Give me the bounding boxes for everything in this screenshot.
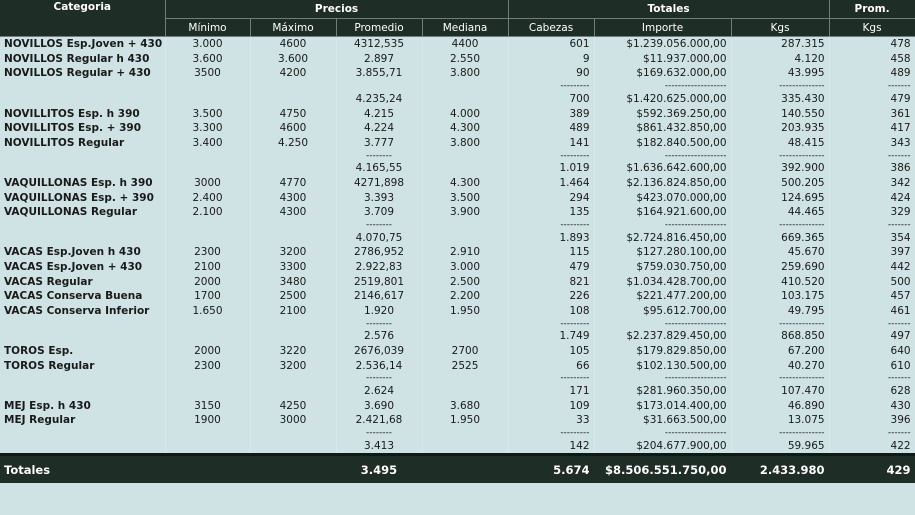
cell-maximo: 2100 bbox=[250, 304, 336, 319]
header-totales: Totales bbox=[508, 0, 829, 19]
cell-importe: $221.477.200,00 bbox=[594, 289, 731, 304]
subtotal-row bbox=[0, 329, 915, 344]
cell-kgs: -------------- bbox=[731, 373, 829, 384]
cell-prom-kgs: 610 bbox=[829, 358, 915, 373]
cell-mediana: 1.950 bbox=[422, 304, 508, 319]
cell-prom-kgs: 457 bbox=[829, 289, 915, 304]
cell-prom-kgs: ------- bbox=[829, 428, 915, 439]
cell-minimo: 1.650 bbox=[165, 304, 250, 319]
cell-categoria: NOVILLOS Esp.Joven + 430 bbox=[0, 37, 165, 52]
cell-maximo: 3.600 bbox=[250, 52, 336, 67]
cell-kgs: 410.520 bbox=[731, 274, 829, 289]
cell-kgs: 103.175 bbox=[731, 289, 829, 304]
cell-promedio: 3.690 bbox=[336, 398, 422, 413]
cell-promedio: -------- bbox=[336, 318, 422, 329]
cell-kgs: 287.315 bbox=[731, 37, 829, 52]
cell-minimo: 2.400 bbox=[165, 190, 250, 205]
cell-promedio: 3.777 bbox=[336, 136, 422, 151]
table-row bbox=[0, 136, 915, 151]
subtotal-row bbox=[0, 92, 915, 107]
cell-promedio: 2676,039 bbox=[336, 344, 422, 359]
cell-promedio: -------- bbox=[336, 150, 422, 161]
cell-importe: $169.632.000,00 bbox=[594, 66, 731, 81]
table-row bbox=[0, 37, 915, 52]
cell-categoria: TOROS Esp. bbox=[0, 344, 165, 359]
cell-prom-kgs: 424 bbox=[829, 190, 915, 205]
cell-cabezas: 700 bbox=[508, 92, 594, 107]
cell-kgs: 67.200 bbox=[731, 344, 829, 359]
cell-kgs: 49.795 bbox=[731, 304, 829, 319]
cell-prom-kgs: 422 bbox=[829, 439, 915, 455]
cell-kgs: 392.900 bbox=[731, 161, 829, 176]
separator-row bbox=[0, 428, 915, 439]
cell-maximo: 4300 bbox=[250, 190, 336, 205]
table-row bbox=[0, 205, 915, 220]
cell-categoria: VACAS Conserva Inferior bbox=[0, 304, 165, 319]
cell-kgs: -------------- bbox=[731, 318, 829, 329]
cell-promedio: 3.393 bbox=[336, 190, 422, 205]
cell-prom-kgs: 500 bbox=[829, 274, 915, 289]
cell-kgs: -------------- bbox=[731, 81, 829, 92]
cell-categoria: NOVILLOS Regular + 430 bbox=[0, 66, 165, 81]
cell-mediana: 3.000 bbox=[422, 260, 508, 275]
cell-maximo: 3480 bbox=[250, 274, 336, 289]
table-row bbox=[0, 121, 915, 136]
cell-prom-kgs: 396 bbox=[829, 413, 915, 428]
table-row bbox=[0, 358, 915, 373]
cell-mediana: 2.910 bbox=[422, 245, 508, 260]
cell-cabezas: 1.749 bbox=[508, 329, 594, 344]
table-row bbox=[0, 106, 915, 121]
cell-cabezas: 821 bbox=[508, 274, 594, 289]
cell-kgs: 335.430 bbox=[731, 92, 829, 107]
cell-importe: $173.014.400,00 bbox=[594, 398, 731, 413]
cell-prom-kgs: ------- bbox=[829, 318, 915, 329]
cell-maximo: 3220 bbox=[250, 344, 336, 359]
table-row bbox=[0, 289, 915, 304]
cell-categoria: VACAS Esp.Joven h 430 bbox=[0, 245, 165, 260]
cell-minimo: 1900 bbox=[165, 413, 250, 428]
cell-promedio: 4.235,24 bbox=[336, 92, 422, 107]
cell-prom-kgs: ------- bbox=[829, 373, 915, 384]
table-header bbox=[0, 0, 915, 37]
totals-importe: $8.506.551.750,00 bbox=[594, 455, 731, 484]
cell-kgs: 43.995 bbox=[731, 66, 829, 81]
cell-cabezas: 601 bbox=[508, 37, 594, 52]
cell-cabezas: 479 bbox=[508, 260, 594, 275]
totals-prom-kgs: 429 bbox=[829, 455, 915, 484]
cell-mediana: 3.800 bbox=[422, 66, 508, 81]
totals-label: Totales bbox=[0, 455, 165, 484]
cell-kgs: 107.470 bbox=[731, 384, 829, 399]
cell-kgs: 500.205 bbox=[731, 176, 829, 191]
cell-prom-kgs: 329 bbox=[829, 205, 915, 220]
cell-importe: $164.921.600,00 bbox=[594, 205, 731, 220]
cell-maximo: 3000 bbox=[250, 413, 336, 428]
cell-importe: $204.677.900,00 bbox=[594, 439, 731, 455]
cell-promedio: 3.413 bbox=[336, 439, 422, 455]
cell-minimo: 3.000 bbox=[165, 37, 250, 52]
cell-cabezas: 115 bbox=[508, 245, 594, 260]
cell-importe: $592.369.250,00 bbox=[594, 106, 731, 121]
table-row bbox=[0, 274, 915, 289]
cell-categoria: MEJ Esp. h 430 bbox=[0, 398, 165, 413]
cell-promedio: -------- bbox=[336, 220, 422, 231]
cell-kgs: 59.965 bbox=[731, 439, 829, 455]
cell-importe: $2.136.824.850,00 bbox=[594, 176, 731, 191]
cell-cabezas: --------- bbox=[508, 428, 594, 439]
cell-promedio: -------- bbox=[336, 428, 422, 439]
cell-promedio: 2.536,14 bbox=[336, 358, 422, 373]
cell-mediana: 1.950 bbox=[422, 413, 508, 428]
cell-promedio: 4.224 bbox=[336, 121, 422, 136]
cell-importe: ------------------- bbox=[594, 428, 731, 439]
cell-kgs: 203.935 bbox=[731, 121, 829, 136]
cell-importe: $127.280.100,00 bbox=[594, 245, 731, 260]
cell-cabezas: 109 bbox=[508, 398, 594, 413]
cell-maximo: 4250 bbox=[250, 398, 336, 413]
cell-mediana: 4.000 bbox=[422, 106, 508, 121]
cell-categoria: NOVILLITOS Regular bbox=[0, 136, 165, 151]
header-prom-kgs: Kgs bbox=[829, 19, 915, 37]
cell-minimo: 3500 bbox=[165, 66, 250, 81]
cell-categoria: NOVILLOS Regular h 430 bbox=[0, 52, 165, 67]
cell-importe: ------------------- bbox=[594, 81, 731, 92]
cell-prom-kgs: 497 bbox=[829, 329, 915, 344]
cell-kgs: 140.550 bbox=[731, 106, 829, 121]
cell-promedio: 1.920 bbox=[336, 304, 422, 319]
cell-importe: $1.239.056.000,00 bbox=[594, 37, 731, 52]
cell-promedio: 4271,898 bbox=[336, 176, 422, 191]
cell-categoria: NOVILLITOS Esp. + 390 bbox=[0, 121, 165, 136]
header-prom: Prom. bbox=[829, 0, 915, 19]
header-categoria: Categoria bbox=[0, 0, 165, 37]
cell-importe: $95.612.700,00 bbox=[594, 304, 731, 319]
cell-importe: $102.130.500,00 bbox=[594, 358, 731, 373]
cell-promedio: 3.855,71 bbox=[336, 66, 422, 81]
cell-cabezas: 33 bbox=[508, 413, 594, 428]
cell-promedio: 2786,952 bbox=[336, 245, 422, 260]
cell-maximo: 4200 bbox=[250, 66, 336, 81]
cell-minimo: 2300 bbox=[165, 245, 250, 260]
cell-mediana: 2.200 bbox=[422, 289, 508, 304]
cell-kgs: 4.120 bbox=[731, 52, 829, 67]
cell-mediana: 4.300 bbox=[422, 121, 508, 136]
cell-categoria: NOVILLITOS Esp. h 390 bbox=[0, 106, 165, 121]
cell-maximo: 4600 bbox=[250, 121, 336, 136]
cell-promedio: 2.576 bbox=[336, 329, 422, 344]
cell-cabezas: 105 bbox=[508, 344, 594, 359]
cell-mediana: 2.500 bbox=[422, 274, 508, 289]
header-maximo: Máximo bbox=[250, 19, 336, 37]
cell-importe: $1.034.428.700,00 bbox=[594, 274, 731, 289]
cell-importe: $759.030.750,00 bbox=[594, 260, 731, 275]
totals-row bbox=[0, 455, 915, 484]
cell-maximo: 4600 bbox=[250, 37, 336, 52]
cell-cabezas: 108 bbox=[508, 304, 594, 319]
cell-maximo: 2500 bbox=[250, 289, 336, 304]
cell-importe: $423.070.000,00 bbox=[594, 190, 731, 205]
cell-importe: $861.432.850,00 bbox=[594, 121, 731, 136]
cell-importe: $1.636.642.600,00 bbox=[594, 161, 731, 176]
cell-importe: ------------------- bbox=[594, 373, 731, 384]
header-minimo: Mínimo bbox=[165, 19, 250, 37]
cell-cabezas: --------- bbox=[508, 81, 594, 92]
cell-kgs: -------------- bbox=[731, 428, 829, 439]
totals-kgs: 2.433.980 bbox=[731, 455, 829, 484]
cell-mediana: 4400 bbox=[422, 37, 508, 52]
cell-categoria: VACAS Conserva Buena bbox=[0, 289, 165, 304]
header-cabezas: Cabezas bbox=[508, 19, 594, 37]
cell-prom-kgs: 354 bbox=[829, 231, 915, 246]
cell-maximo: 3200 bbox=[250, 358, 336, 373]
cell-categoria: VAQUILLONAS Esp. + 390 bbox=[0, 190, 165, 205]
cell-minimo: 3.300 bbox=[165, 121, 250, 136]
cell-prom-kgs: 458 bbox=[829, 52, 915, 67]
subtotal-row bbox=[0, 161, 915, 176]
cell-kgs: 868.850 bbox=[731, 329, 829, 344]
table-row bbox=[0, 398, 915, 413]
cell-mediana: 3.900 bbox=[422, 205, 508, 220]
cell-mediana: 3.680 bbox=[422, 398, 508, 413]
cell-prom-kgs: ------- bbox=[829, 150, 915, 161]
cell-categoria: VACAS Regular bbox=[0, 274, 165, 289]
cell-cabezas: 90 bbox=[508, 66, 594, 81]
cell-prom-kgs: 386 bbox=[829, 161, 915, 176]
cell-promedio: 2.922,83 bbox=[336, 260, 422, 275]
separator-row bbox=[0, 81, 915, 92]
cell-kgs: 46.890 bbox=[731, 398, 829, 413]
cell-minimo: 3150 bbox=[165, 398, 250, 413]
header-promedio: Promedio bbox=[336, 19, 422, 37]
cell-promedio: 4.070,75 bbox=[336, 231, 422, 246]
cell-cabezas: --------- bbox=[508, 220, 594, 231]
cell-minimo: 3.500 bbox=[165, 106, 250, 121]
cell-kgs: 259.690 bbox=[731, 260, 829, 275]
cell-prom-kgs: 342 bbox=[829, 176, 915, 191]
cell-cabezas: 294 bbox=[508, 190, 594, 205]
separator-row bbox=[0, 318, 915, 329]
cell-categoria: MEJ Regular bbox=[0, 413, 165, 428]
cell-cabezas: 141 bbox=[508, 136, 594, 151]
separator-row bbox=[0, 373, 915, 384]
cell-importe: ------------------- bbox=[594, 150, 731, 161]
cell-minimo: 2300 bbox=[165, 358, 250, 373]
cell-minimo: 2.100 bbox=[165, 205, 250, 220]
cell-prom-kgs: 489 bbox=[829, 66, 915, 81]
cell-importe: $179.829.850,00 bbox=[594, 344, 731, 359]
cell-promedio: 4.165,55 bbox=[336, 161, 422, 176]
cell-categoria: VAQUILLONAS Esp. h 390 bbox=[0, 176, 165, 191]
cell-importe: $31.663.500,00 bbox=[594, 413, 731, 428]
cell-mediana: 3.800 bbox=[422, 136, 508, 151]
cell-mediana: 3.500 bbox=[422, 190, 508, 205]
table-row bbox=[0, 176, 915, 191]
cell-mediana: 4.300 bbox=[422, 176, 508, 191]
table-row bbox=[0, 66, 915, 81]
cell-importe: ------------------- bbox=[594, 220, 731, 231]
cell-importe: ------------------- bbox=[594, 318, 731, 329]
subtotal-row bbox=[0, 439, 915, 455]
table-row bbox=[0, 413, 915, 428]
subtotal-row bbox=[0, 231, 915, 246]
table-body bbox=[0, 37, 915, 455]
header-mediana: Mediana bbox=[422, 19, 508, 37]
cell-prom-kgs: 478 bbox=[829, 37, 915, 52]
cell-prom-kgs: 442 bbox=[829, 260, 915, 275]
cell-maximo: 3300 bbox=[250, 260, 336, 275]
cell-mediana: 2.550 bbox=[422, 52, 508, 67]
cell-cabezas: 9 bbox=[508, 52, 594, 67]
cell-minimo: 1700 bbox=[165, 289, 250, 304]
cell-cabezas: 1.893 bbox=[508, 231, 594, 246]
cell-minimo: 3.600 bbox=[165, 52, 250, 67]
cell-importe: $1.420.625.000,00 bbox=[594, 92, 731, 107]
cell-cabezas: 489 bbox=[508, 121, 594, 136]
cell-kgs: 44.465 bbox=[731, 205, 829, 220]
totals-promedio: 3.495 bbox=[336, 455, 422, 484]
cell-kgs: -------------- bbox=[731, 150, 829, 161]
cell-maximo: 4.250 bbox=[250, 136, 336, 151]
cell-kgs: 48.415 bbox=[731, 136, 829, 151]
cell-promedio: 2146,617 bbox=[336, 289, 422, 304]
cell-prom-kgs: 430 bbox=[829, 398, 915, 413]
cell-prom-kgs: 397 bbox=[829, 245, 915, 260]
cell-minimo: 2000 bbox=[165, 344, 250, 359]
separator-row bbox=[0, 220, 915, 231]
cell-prom-kgs: ------- bbox=[829, 81, 915, 92]
totals-cabezas: 5.674 bbox=[508, 455, 594, 484]
cell-promedio: 2.897 bbox=[336, 52, 422, 67]
cell-promedio: -------- bbox=[336, 373, 422, 384]
cell-kgs: 40.270 bbox=[731, 358, 829, 373]
cell-prom-kgs: 417 bbox=[829, 121, 915, 136]
cell-minimo: 3.400 bbox=[165, 136, 250, 151]
cell-cabezas: 142 bbox=[508, 439, 594, 455]
cell-importe: $281.960.350,00 bbox=[594, 384, 731, 399]
cell-maximo: 4750 bbox=[250, 106, 336, 121]
cell-importe: $11.937.000,00 bbox=[594, 52, 731, 67]
cell-importe: $2.724.816.450,00 bbox=[594, 231, 731, 246]
subtotal-row bbox=[0, 384, 915, 399]
cell-minimo: 3000 bbox=[165, 176, 250, 191]
cell-categoria: TOROS Regular bbox=[0, 358, 165, 373]
cell-prom-kgs: 343 bbox=[829, 136, 915, 151]
separator-row bbox=[0, 150, 915, 161]
table-row bbox=[0, 260, 915, 275]
table-row bbox=[0, 245, 915, 260]
cell-promedio bbox=[336, 81, 422, 92]
cell-kgs: -------------- bbox=[731, 220, 829, 231]
cell-cabezas: 1.464 bbox=[508, 176, 594, 191]
cell-maximo: 3200 bbox=[250, 245, 336, 260]
cell-promedio: 4312,535 bbox=[336, 37, 422, 52]
cell-importe: $2.237.829.450,00 bbox=[594, 329, 731, 344]
cell-mediana: 2525 bbox=[422, 358, 508, 373]
cell-prom-kgs: 361 bbox=[829, 106, 915, 121]
header-precios: Precios bbox=[165, 0, 508, 19]
cell-cabezas: 66 bbox=[508, 358, 594, 373]
cell-mediana: 2700 bbox=[422, 344, 508, 359]
cell-maximo: 4770 bbox=[250, 176, 336, 191]
cell-cabezas: 389 bbox=[508, 106, 594, 121]
cell-kgs: 13.075 bbox=[731, 413, 829, 428]
cell-promedio: 3.709 bbox=[336, 205, 422, 220]
cell-cabezas: --------- bbox=[508, 318, 594, 329]
cell-prom-kgs: 640 bbox=[829, 344, 915, 359]
cell-categoria: VACAS Esp.Joven + 430 bbox=[0, 260, 165, 275]
cell-cabezas: 1.019 bbox=[508, 161, 594, 176]
cell-cabezas: --------- bbox=[508, 150, 594, 161]
cell-maximo: 4300 bbox=[250, 205, 336, 220]
cell-minimo: 2100 bbox=[165, 260, 250, 275]
cell-cabezas: --------- bbox=[508, 373, 594, 384]
cell-kgs: 669.365 bbox=[731, 231, 829, 246]
cell-promedio: 2.624 bbox=[336, 384, 422, 399]
cell-categoria: VAQUILLONAS Regular bbox=[0, 205, 165, 220]
cell-prom-kgs: ------- bbox=[829, 220, 915, 231]
cell-promedio: 2519,801 bbox=[336, 274, 422, 289]
cell-cabezas: 135 bbox=[508, 205, 594, 220]
table-row bbox=[0, 344, 915, 359]
cell-promedio: 2.421,68 bbox=[336, 413, 422, 428]
cell-kgs: 124.695 bbox=[731, 190, 829, 205]
cell-cabezas: 226 bbox=[508, 289, 594, 304]
cell-minimo: 2000 bbox=[165, 274, 250, 289]
header-importe: Importe bbox=[594, 19, 731, 37]
cell-prom-kgs: 479 bbox=[829, 92, 915, 107]
cell-prom-kgs: 628 bbox=[829, 384, 915, 399]
cell-importe: $182.840.500,00 bbox=[594, 136, 731, 151]
cell-prom-kgs: 461 bbox=[829, 304, 915, 319]
cell-cabezas: 171 bbox=[508, 384, 594, 399]
header-kgs: Kgs bbox=[731, 19, 829, 37]
table-row bbox=[0, 52, 915, 67]
cell-kgs: 45.670 bbox=[731, 245, 829, 260]
cell-promedio: 4.215 bbox=[336, 106, 422, 121]
table-row bbox=[0, 190, 915, 205]
table-row bbox=[0, 304, 915, 319]
